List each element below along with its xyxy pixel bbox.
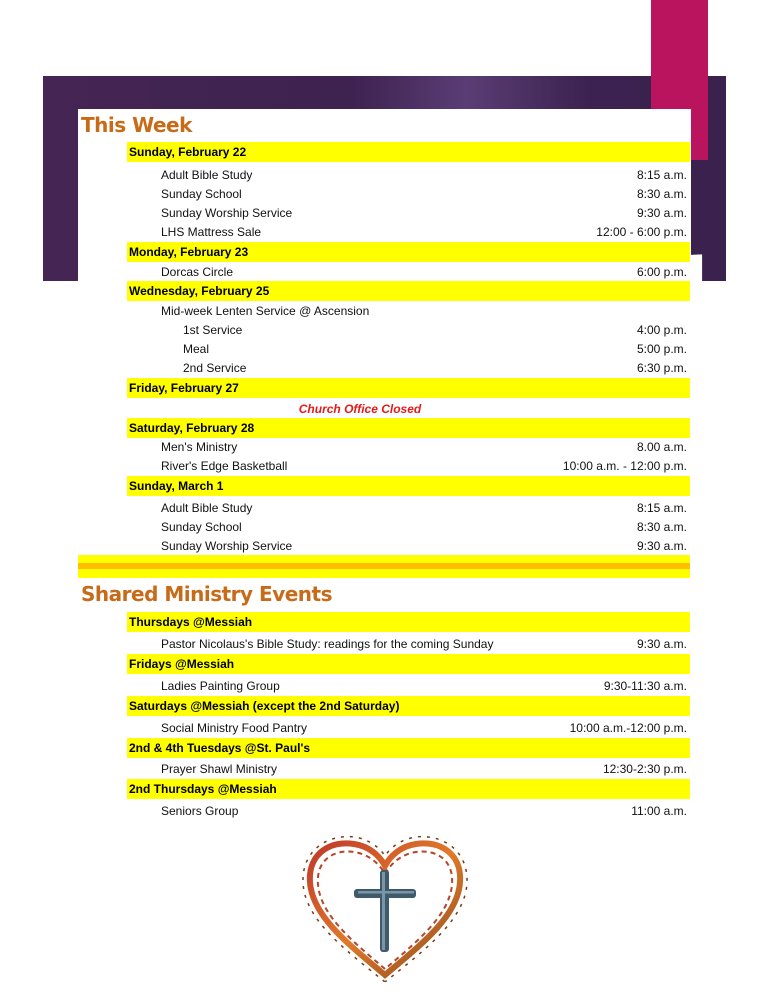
this-week-title: This Week — [81, 113, 192, 137]
event-row — [127, 457, 690, 476]
event-row — [127, 719, 690, 738]
event-row — [127, 359, 690, 378]
event-name: 1st Service — [183, 323, 243, 337]
event-row — [127, 204, 690, 223]
event-time: 8:15 a.m. — [636, 168, 687, 182]
logo-graphic — [302, 832, 468, 982]
event-time: 9:30 a.m. — [636, 206, 687, 220]
event-time: 9:30 a.m. — [636, 637, 687, 651]
group-header: 2nd & 4th Tuesdays @St. Paul's — [127, 738, 690, 758]
section-divider — [78, 555, 690, 578]
event-row — [127, 518, 690, 537]
event-row — [127, 537, 690, 556]
event-name: Seniors Group — [161, 804, 239, 818]
event-row — [127, 263, 690, 282]
event-row — [127, 438, 690, 457]
event-row — [127, 499, 690, 518]
event-name: LHS Mattress Sale — [161, 225, 262, 239]
event-name: Mid-week Lenten Service @ Ascension — [161, 304, 370, 318]
day-header: Monday, February 23 — [127, 242, 690, 262]
event-time: 10:00 a.m.-12:00 p.m. — [569, 721, 687, 735]
divider-stripe — [78, 563, 690, 569]
event-row — [127, 223, 690, 242]
event-name: 2nd Service — [183, 361, 247, 375]
event-time: 12:00 - 6:00 p.m. — [596, 225, 687, 239]
event-row — [127, 677, 690, 696]
group-header: 2nd Thursdays @Messiah — [127, 779, 690, 799]
event-time: 12:30-2:30 p.m. — [602, 762, 687, 776]
event-time: 5:00 p.m. — [636, 342, 687, 356]
event-time: 8.00 a.m. — [636, 440, 687, 454]
day-header: Saturday, February 28 — [127, 418, 690, 438]
event-row — [127, 321, 690, 340]
event-name: Men's Ministry — [161, 440, 238, 454]
event-row — [127, 340, 690, 359]
event-row — [127, 802, 690, 821]
event-name: Sunday School — [161, 187, 242, 201]
event-name: Prayer Shawl Ministry — [161, 762, 278, 776]
event-row — [127, 635, 690, 654]
event-name: Meal — [183, 342, 210, 356]
event-name: Dorcas Circle — [161, 265, 234, 279]
day-header: Friday, February 27 — [127, 378, 690, 398]
event-time: 9:30-11:30 a.m. — [603, 679, 687, 693]
group-header: Fridays @Messiah — [127, 654, 690, 674]
office-closed-notice: Church Office Closed — [298, 402, 422, 416]
group-header: Saturdays @Messiah (except the 2nd Saturday) — [127, 696, 690, 716]
event-time: 10:00 a.m. - 12:00 p.m. — [562, 459, 687, 473]
event-time: 11:00 a.m. — [631, 804, 687, 818]
cross-in-thorn-heart-icon — [302, 832, 468, 982]
event-name: Sunday Worship Service — [161, 539, 293, 553]
event-row — [127, 166, 690, 185]
day-header: Wednesday, February 25 — [127, 281, 690, 301]
event-name: Adult Bible Study — [161, 501, 253, 515]
group-header: Thursdays @Messiah — [127, 612, 690, 632]
event-name: Ladies Painting Group — [161, 679, 280, 693]
day-header: Sunday, February 22 — [127, 142, 690, 162]
event-name: River's Edge Basketball — [161, 459, 288, 473]
event-row — [127, 302, 690, 321]
event-row — [127, 185, 690, 204]
event-name: Adult Bible Study — [161, 168, 253, 182]
event-time: 8:30 a.m. — [636, 187, 687, 201]
shared-ministry-title: Shared Ministry Events — [81, 582, 332, 606]
event-time: 8:30 a.m. — [636, 520, 687, 534]
event-name: Sunday School — [161, 520, 242, 534]
event-time: 9:30 a.m. — [636, 539, 687, 553]
event-row — [127, 760, 690, 779]
day-header: Sunday, March 1 — [127, 476, 690, 496]
event-name: Sunday Worship Service — [161, 206, 293, 220]
event-time: 8:15 a.m. — [636, 501, 687, 515]
event-time: 4:00 p.m. — [636, 323, 687, 337]
event-time: 6:00 p.m. — [636, 265, 687, 279]
event-name: Pastor Nicolaus's Bible Study: readings for the coming Sunday — [161, 637, 494, 651]
event-time: 6:30 p.m. — [636, 361, 687, 375]
event-name: Social Ministry Food Pantry — [161, 721, 308, 735]
